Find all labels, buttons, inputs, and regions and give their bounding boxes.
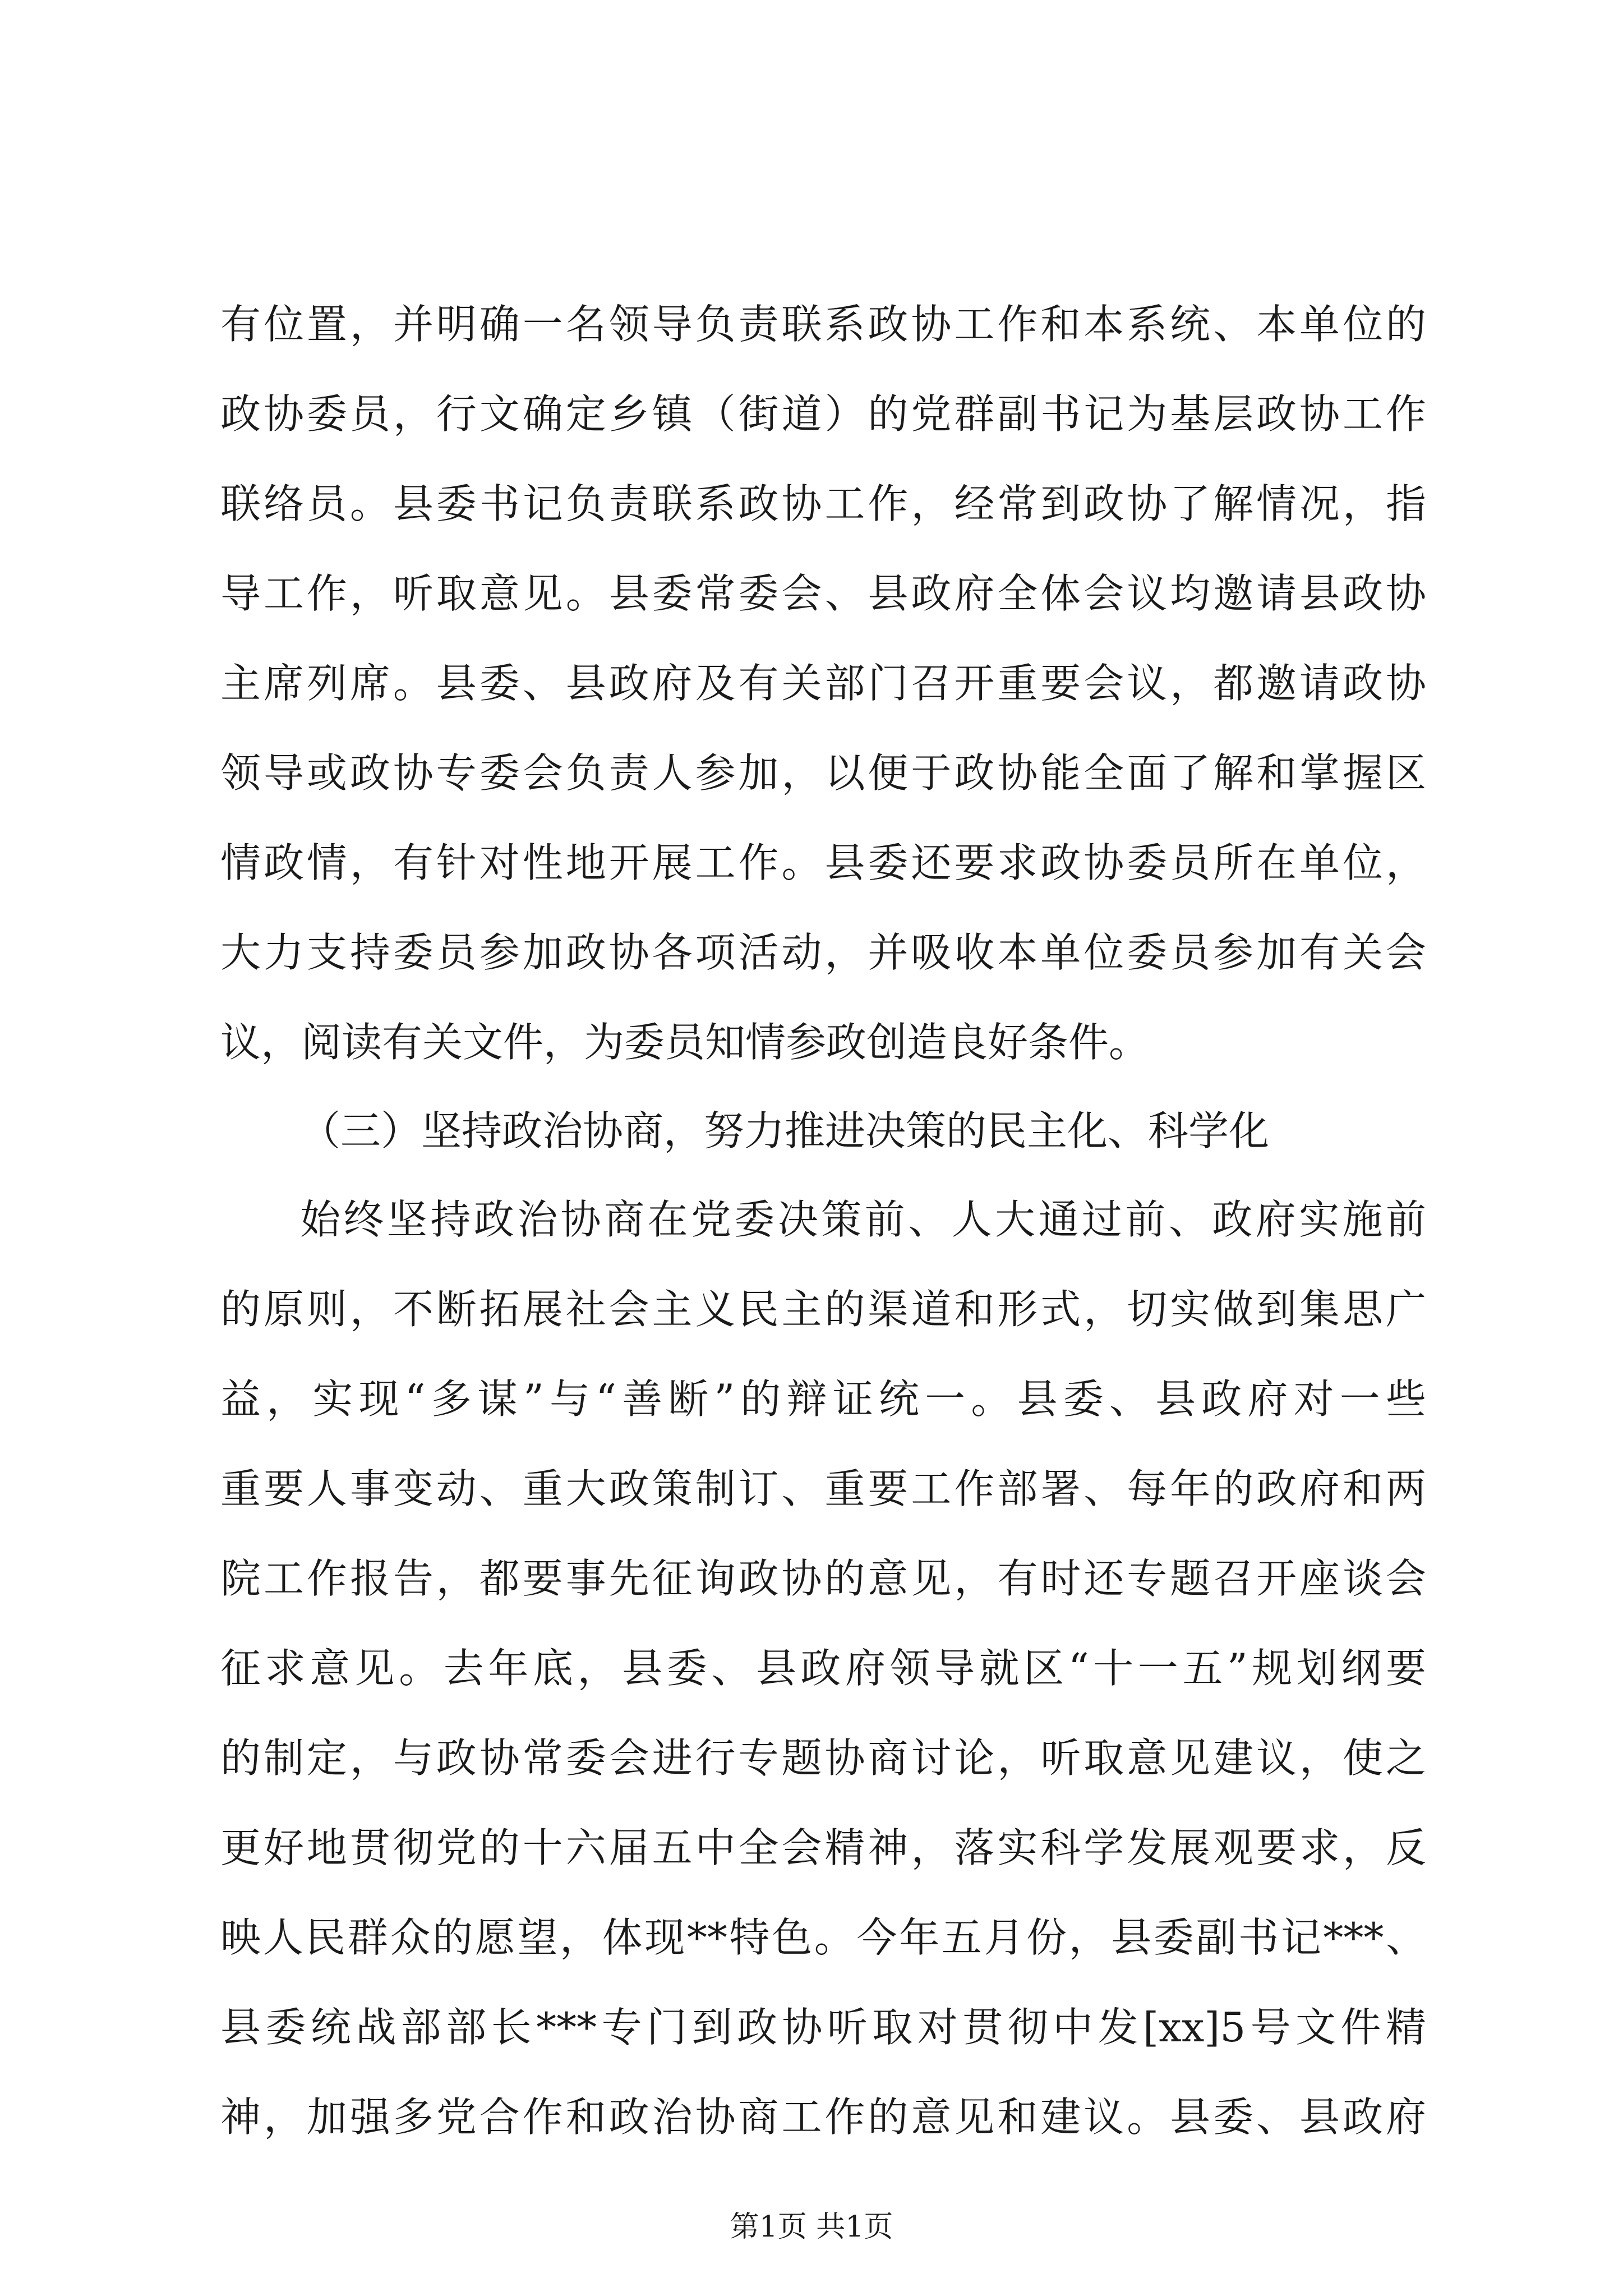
body-text-line: 议，阅读有关文件，为委员知情参政创造良好条件。 xyxy=(220,1019,1150,1066)
body-text-line: 的制定，与政协常委会进行专题协商讨论，听取意见建议，使之 xyxy=(220,1734,1426,1782)
body-text-line: 联络员。县委书记负责联系政协工作，经常到政协了解情况，指 xyxy=(220,480,1426,527)
body-text-line: 重要人事变动、重大政策制订、重要工作部署、每年的政府和两 xyxy=(220,1465,1426,1512)
body-text-line: 主席列席。县委、县政府及有关部门召开重要会议，都邀请政协 xyxy=(220,660,1426,707)
body-text-line: 领导或政协专委会负责人参加，以便于政协能全面了解和掌握区 xyxy=(220,749,1426,797)
body-text-line: 有位置，并明确一名领导负责联系政协工作和本系统、本单位的 xyxy=(220,301,1426,348)
body-text-line: 征求意见。去年底，县委、县政府领导就区“十一五”规划纲要 xyxy=(220,1645,1426,1692)
body-text-line: 导工作，听取意见。县委常委会、县政府全体会议均邀请县政协 xyxy=(220,570,1426,617)
body-text-line: 更好地贯彻党的十六届五中全会精神，落实科学发展观要求，反 xyxy=(220,1824,1426,1871)
body-text-line: 政协委员，行文确定乡镇（街道）的党群副书记为基层政协工作 xyxy=(220,390,1426,438)
body-text-line: 映人民群众的愿望，体现**特色。今年五月份，县委副书记***、 xyxy=(220,1914,1426,1961)
body-text-line: 始终坚持政治协商在党委决策前、人大通过前、政府实施前 xyxy=(300,1196,1426,1243)
body-text-line: 县委统战部部长***专门到政协听取对贯彻中发[xx]5号文件精 xyxy=(220,2004,1426,2051)
body-text-line: 益，实现“多谋”与“善断”的辩证统一。县委、县政府对一些 xyxy=(220,1375,1426,1423)
body-text-line: 院工作报告，都要事先征询政协的意见，有时还专题召开座谈会 xyxy=(220,1555,1426,1602)
page-number-footer: 第1页 共1页 xyxy=(730,2210,893,2244)
body-text-line: 的原则，不断拓展社会主义民主的渠道和形式，切实做到集思广 xyxy=(220,1286,1426,1333)
body-text-line: 神，加强多党合作和政治协商工作的意见和建议。县委、县政府 xyxy=(220,2093,1426,2141)
section-heading: （三）坚持政治协商，努力推进决策的民主化、科学化 xyxy=(300,1107,1270,1154)
body-text-line: 情政情，有针对性地开展工作。县委还要求政协委员所在单位， xyxy=(220,839,1426,886)
body-text-line: 大力支持委员参加政协各项活动，并吸收本单位委员参加有关会 xyxy=(220,929,1426,976)
